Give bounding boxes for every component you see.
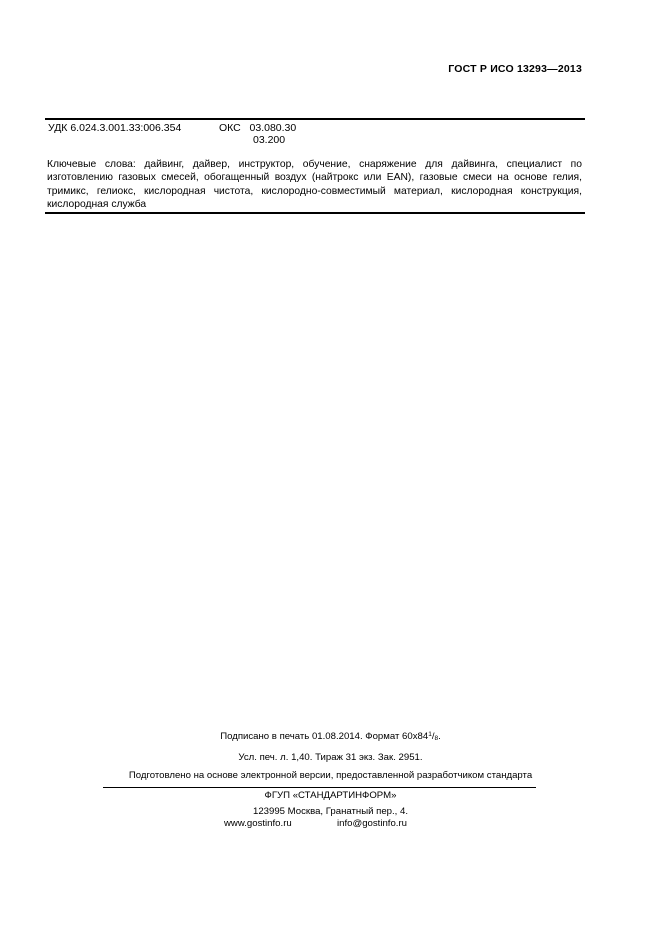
- okc-line: [219, 122, 296, 134]
- udk-code: УДК 6.024.3.001.33:006.354: [48, 122, 182, 134]
- email-link[interactable]: info@gostinfo.ru: [337, 818, 408, 829]
- okc-code-secondary: 03.200: [253, 134, 286, 146]
- okc-label: ОКС: [219, 122, 241, 134]
- publisher-name: ФГУП «СТАНДАРТИНФОРМ»: [264, 790, 397, 801]
- keywords-divider: [45, 212, 585, 214]
- keywords-text: дайвинг, дайвер, инструктор, обучение, снаряжение для дайвинга, специалист по изготовлению газовых смесей, обогащенный воздух (найтрокс или EAN), газовые смеси на основе гелия, тримикс, гелиокс, кислородная чистота, кислородно-совместимый материал, кислородная конструкция, кислородная служба: [47, 159, 582, 211]
- keywords-label: Ключевые слова:: [47, 159, 136, 170]
- publisher-address: 123995 Москва, Гранатный пер., 4.: [253, 806, 408, 817]
- top-divider: [45, 118, 585, 120]
- format-slash: /: [431, 731, 435, 742]
- standard-designation: ГОСТ Р ИСО 13293—2013: [448, 63, 582, 75]
- signed-for-print: [0, 731, 661, 742]
- website-link[interactable]: www.gostinfo.ru: [224, 818, 292, 829]
- prepared-note: Подготовлено на основе электронной версии, предоставленной разработчиком стандарта: [128, 770, 533, 781]
- imprint-divider: [103, 787, 536, 788]
- format-suffix: .: [438, 731, 441, 742]
- signed-text: Подписано в печать 01.08.2014. Формат 60x84: [220, 731, 429, 742]
- print-info: Усл. печ. л. 1,40. Тираж 31 экз. Зак. 2951.: [238, 752, 423, 763]
- format-numerator: 1: [428, 731, 432, 738]
- okc-code-primary: 03.080.30: [249, 122, 297, 134]
- format-denominator: 8: [434, 735, 439, 742]
- keywords-paragraph: [47, 158, 582, 212]
